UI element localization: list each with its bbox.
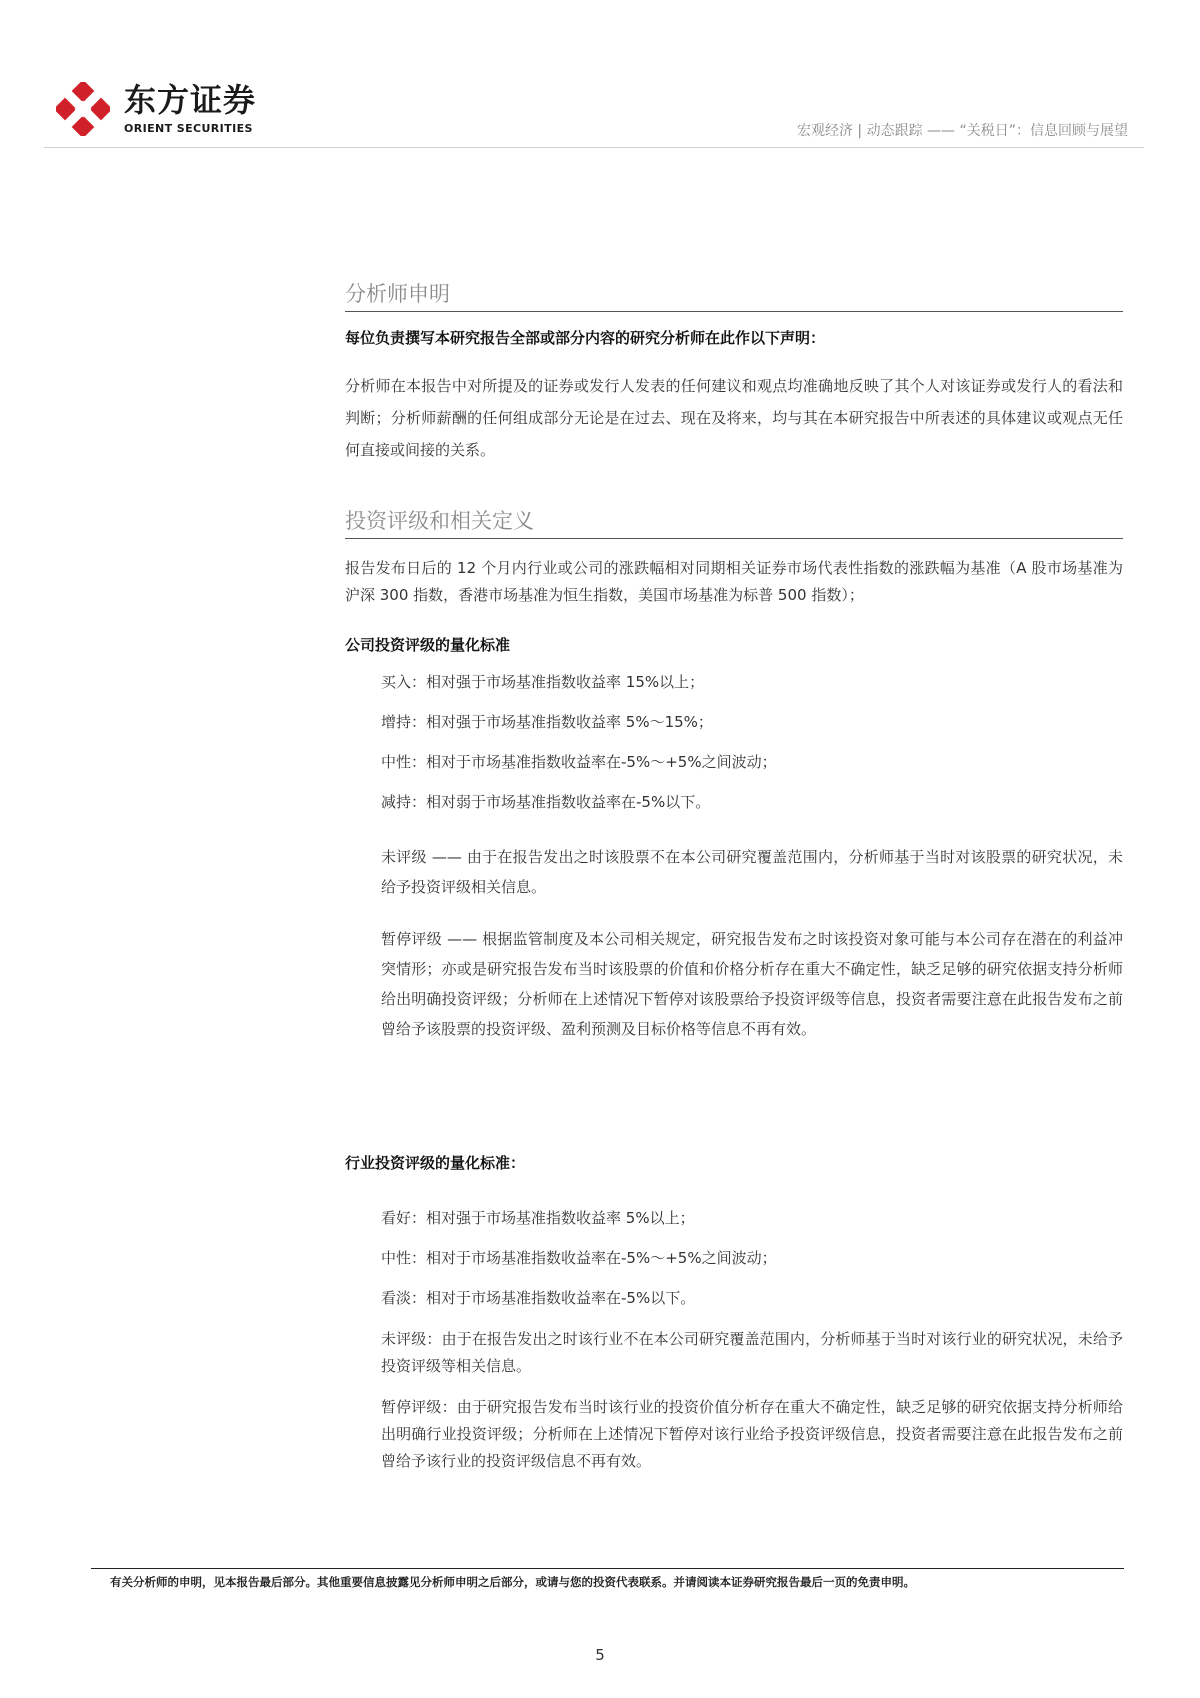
header-divider xyxy=(44,147,1144,148)
industry-rating-negative: 看淡：相对于市场基准指数收益率在-5%以下。 xyxy=(381,1289,696,1307)
footer-divider xyxy=(91,1568,1124,1569)
analyst-statement-rule xyxy=(345,311,1123,312)
company-rating-buy: 买入：相对强于市场基准指数收益率 15%以上； xyxy=(381,673,705,691)
company-rating-heading: 公司投资评级的量化标准 xyxy=(345,636,511,654)
industry-rating-unrated: 未评级：由于在报告发出之时该行业不在本公司研究覆盖范围内，分析师基于当时对该行业的研究状况，未给予投资评级等相关信息。 xyxy=(381,1330,1123,1375)
analyst-statement-body: 分析师在本报告中对所提及的证券或发行人发表的任何建议和观点均准确地反映了其个人对该证券或发行人的看法和判断；分析师薪酬的任何组成部分无论是在过去、现在及将来，均与其在本研究报告中所表述的具体建议或观点无任何直接或间接的关系。 xyxy=(345,377,1123,459)
company-rating-list xyxy=(381,672,1123,812)
company-rating-underweight: 减持：相对弱于市场基准指数收益率在-5%以下。 xyxy=(381,793,711,811)
industry-rating-heading: 行业投资评级的量化标准： xyxy=(345,1154,526,1172)
industry-rating-positive: 看好：相对强于市场基准指数收益率 5%以上； xyxy=(381,1209,695,1227)
company-rating-neutral: 中性：相对于市场基准指数收益率在-5%～+5%之间波动； xyxy=(381,753,777,771)
industry-rating-suspended: 暂停评级：由于研究报告发布当时该行业的投资价值分析存在重大不确定性，缺乏足够的研究依据支持分析师给出明确行业投资评级；分析师在上述情况下暂停对该行业给予投资评级信息，投资者需要注意在此报告发布之前曾给予该行业的投资评级信息不再有效。 xyxy=(381,1398,1123,1470)
analyst-statement-lead: 每位负责撰写本研究报告全部或部分内容的研究分析师在此作以下声明： xyxy=(345,329,826,347)
rating-definitions-intro: 报告发布日后的 12 个月内行业或公司的涨跌幅相对同期相关证券市场代表性指数的涨跌幅为基准（A 股市场基准为沪深 300 指数，香港市场基准为恒生指数，美国市场基准为标普 500 指数）； xyxy=(345,559,1123,604)
analyst-statement-title: 分析师申明 xyxy=(345,282,450,306)
company-rating-unrated: 未评级 —— 由于在报告发出之时该股票不在本公司研究覆盖范围内，分析师基于当时对该股票的研究状况，未给予投资评级相关信息。 xyxy=(381,848,1123,896)
rating-definitions-title: 投资评级和相关定义 xyxy=(345,509,534,533)
orient-securities-logo-icon xyxy=(56,82,110,136)
footer-disclaimer: 有关分析师的申明，见本报告最后部分。其他重要信息披露见分析师申明之后部分，或请与您的投资代表联系。并请阅读本证券研究报告最后一页的免责申明。 xyxy=(110,1575,915,1589)
brand-name-cn: 东方证券 xyxy=(124,81,257,119)
company-rating-overweight: 增持：相对强于市场基准指数收益率 5%～15%； xyxy=(381,713,713,731)
page-number: 5 xyxy=(595,1646,605,1664)
rating-definitions-rule xyxy=(345,538,1123,539)
industry-rating-list xyxy=(381,1208,1123,1308)
report-header-title: 宏观经济 | 动态跟踪 —— “关税日”：信息回顾与展望 xyxy=(796,123,1128,139)
company-rating-suspended: 暂停评级 —— 根据监管制度及本公司相关规定，研究报告发布之时该投资对象可能与本公司存在潜在的利益冲突情形；亦或是研究报告发布当时该股票的价值和价格分析存在重大不确定性，缺乏足够的研究依据支持分析师给出明确投资评级；分析师在上述情况下暂停对该股票给予投资评级等信息，投资者需要注意在此报告发布之前曾给予该股票的投资评级、盈利预测及目标价格等信息不再有效。 xyxy=(381,930,1123,1038)
brand-name-en: ORIENT SECURITIES xyxy=(124,122,253,135)
industry-rating-neutral: 中性：相对于市场基准指数收益率在-5%～+5%之间波动； xyxy=(381,1249,777,1267)
